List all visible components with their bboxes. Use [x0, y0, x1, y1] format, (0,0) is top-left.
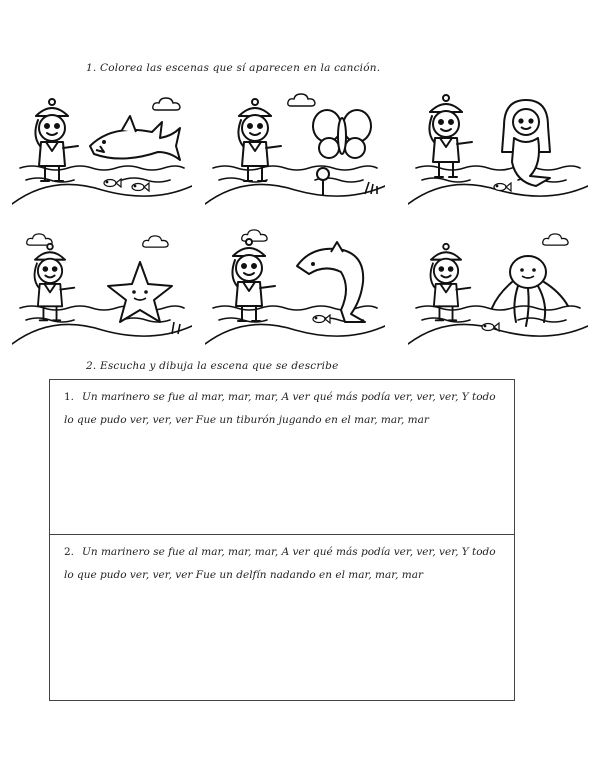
sailor-mermaid-scene-icon [408, 86, 588, 206]
scene-starfish[interactable] [12, 226, 192, 346]
item-number: 1. [64, 391, 75, 403]
sailor-dolphin-scene-icon [205, 226, 385, 346]
sailor-butterfly-scene-icon [205, 86, 385, 206]
drawing-box-2[interactable] [50, 534, 514, 700]
item-text: Un marinero se fue al mar, mar, mar, A ver qué más podía ver, ver, ver, Y todo lo que pudo ver, ver, ver Fue un delfín nadando en el mar, mar, mar [64, 546, 496, 581]
scene-octopus[interactable] [408, 226, 588, 346]
instruction-1: 1. Colorea las escenas que sí aparecen en la canción. [86, 62, 381, 74]
instruction-2: 2. Escucha y dibuja la escena que se describe [86, 360, 339, 372]
scene-butterfly[interactable] [205, 86, 385, 206]
scene-shark[interactable] [12, 86, 192, 206]
scene-description-2 [64, 541, 504, 586]
scene-description-1 [64, 386, 504, 431]
drawing-box-1[interactable] [50, 380, 514, 534]
scene-dolphin[interactable] [205, 226, 385, 346]
sailor-octopus-scene-icon [408, 226, 588, 346]
scene-mermaid[interactable] [408, 86, 588, 206]
item-number: 2. [64, 546, 75, 558]
drawing-grid [49, 379, 515, 701]
sailor-starfish-scene-icon [12, 226, 192, 346]
sailor-shark-scene-icon [12, 86, 192, 206]
item-text: Un marinero se fue al mar, mar, mar, A ver qué más podía ver, ver, ver, Y todo lo que pudo ver, ver, ver Fue un tiburón jugando en el mar, mar, mar [64, 391, 496, 426]
